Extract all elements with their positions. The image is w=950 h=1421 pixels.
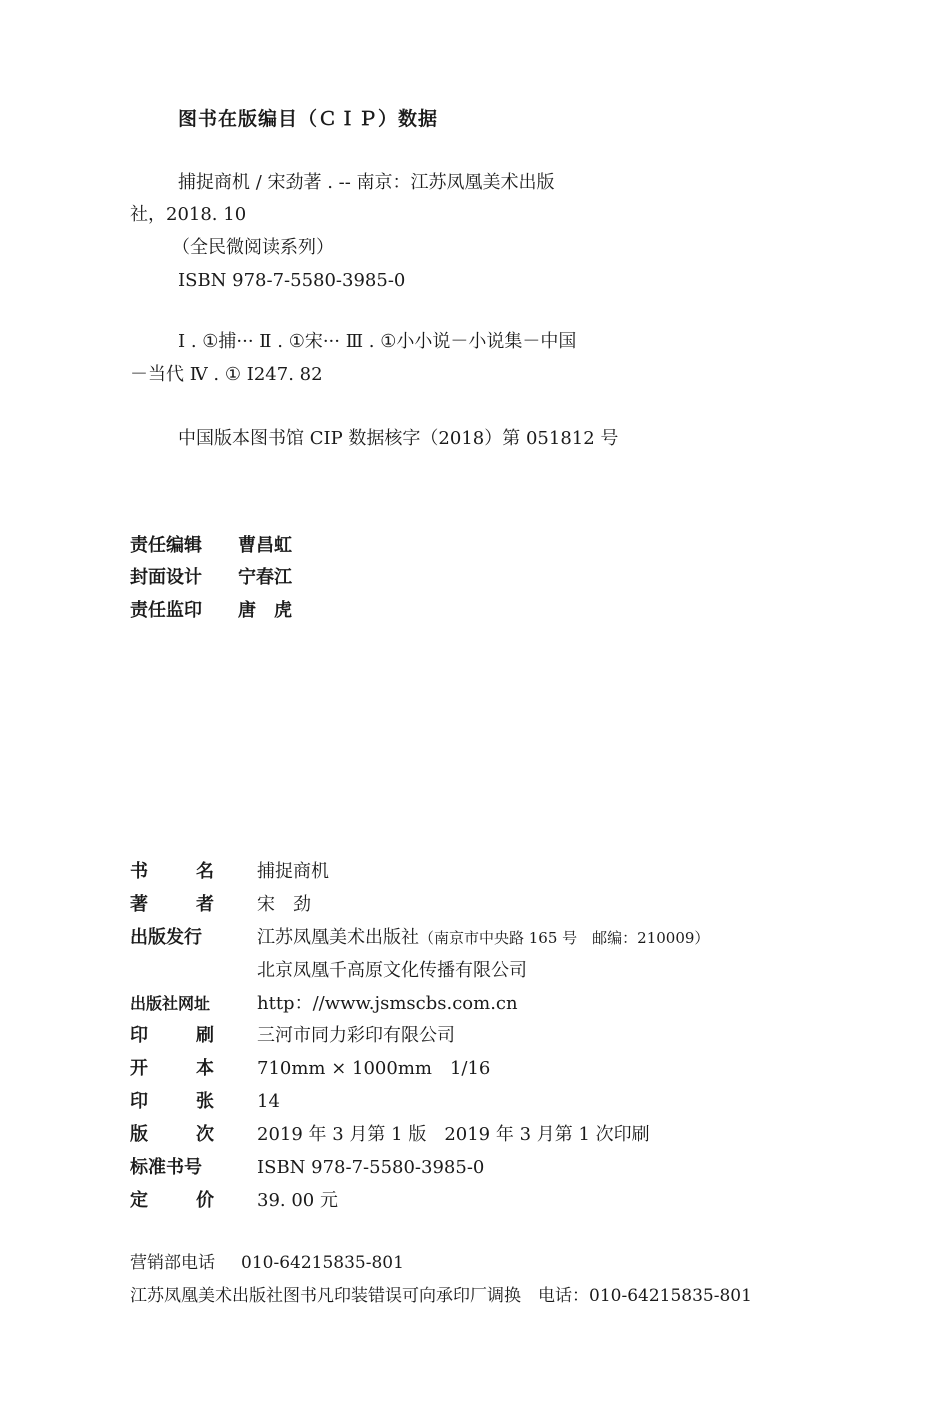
marketing-label: 营销部电话 [130,1253,215,1273]
cip-series-line: （全民微阅读系列） [172,237,334,258]
cip-heading: 图书在版编目（ＣＩＰ）数据 [178,108,439,130]
spec-label-isbn: 标准书号 [130,1157,202,1178]
credit-value: 唐 虎 [238,600,292,621]
credit-label: 责任编辑 [130,535,202,556]
spec-label-publisher: 出版发行 [130,927,202,948]
spec-value-format: 710mm × 1000mm 1/16 [257,1058,491,1079]
cip-classification-line: Ⅰ . ①捕··· Ⅱ . ①宋··· Ⅲ . ①小小说－小说集－中国 [178,331,577,352]
credit-value: 曹昌虹 [238,535,292,556]
spec-label-title [130,863,214,881]
spec-label-sheets [130,1093,214,1111]
spec-value-isbn: ISBN 978-7-5580-3985-0 [257,1157,485,1178]
spec-value-title: 捕捉商机 [257,861,329,882]
label-char: 名 [196,861,214,882]
label-char: 本 [196,1058,214,1079]
publisher-address: （南京市中央路 165 号 邮编：210009） [419,929,710,947]
label-char: 次 [196,1124,214,1145]
label-char: 刷 [196,1025,214,1046]
spec-value-publisher [257,929,709,947]
label-char: 者 [196,894,214,915]
spec-label-website: 出版社网址 [130,994,211,1013]
spec-value-printer: 三河市同力彩印有限公司 [257,1025,455,1046]
credit-print-supervisor [130,602,292,620]
label-char: 书 [130,861,148,882]
spec-value-sheets: 14 [257,1091,280,1112]
spec-value-website: http：//www.jsmscbs.com.cn [257,993,518,1014]
cip-title-line: 捕捉商机 / 宋劲著 . -- 南京：江苏凤凰美术出版 [178,172,555,193]
marketing-phone-line [130,1255,404,1272]
spec-value-edition: 2019 年 3 月第 1 版 2019 年 3 月第 1 次印刷 [257,1124,650,1145]
publisher-name: 江苏凤凰美术出版社 [257,927,419,948]
label-char: 著 [130,894,148,915]
spec-value-author: 宋 劲 [257,894,311,915]
credit-label: 责任监印 [130,600,202,621]
label-char: 印 [130,1091,148,1112]
credit-editor [130,537,292,555]
label-char: 版 [130,1124,148,1145]
spec-label-format [130,1060,214,1078]
replacement-notice: 江苏凤凰美术出版社图书凡印装错误可向承印厂调换 电话：010-64215835-801 [130,1286,752,1306]
credit-value: 宁春江 [238,567,292,588]
spec-value-copublisher: 北京凤凰千高原文化传播有限公司 [257,960,527,981]
spec-value-price: 39. 00 元 [257,1190,338,1211]
cip-classification-line-2: －当代 Ⅳ . ① I247. 82 [130,364,323,385]
spec-label-edition [130,1126,214,1144]
label-char: 印 [130,1025,148,1046]
credit-cover-design [130,569,292,587]
label-char: 开 [130,1058,148,1079]
label-char: 定 [130,1190,148,1211]
label-char: 价 [196,1190,214,1211]
spec-label-price [130,1192,214,1210]
spec-label-printer [130,1027,214,1045]
marketing-phone: 010-64215835-801 [241,1253,404,1273]
spec-label-author [130,896,214,914]
cip-isbn-line: ISBN 978-7-5580-3985-0 [178,270,406,291]
credit-label: 封面设计 [130,567,202,588]
cip-publisher-line: 社，2018. 10 [130,204,247,225]
label-char: 张 [196,1091,214,1112]
cip-record-number: 中国版本图书馆 CIP 数据核字（2018）第 051812 号 [178,428,619,449]
